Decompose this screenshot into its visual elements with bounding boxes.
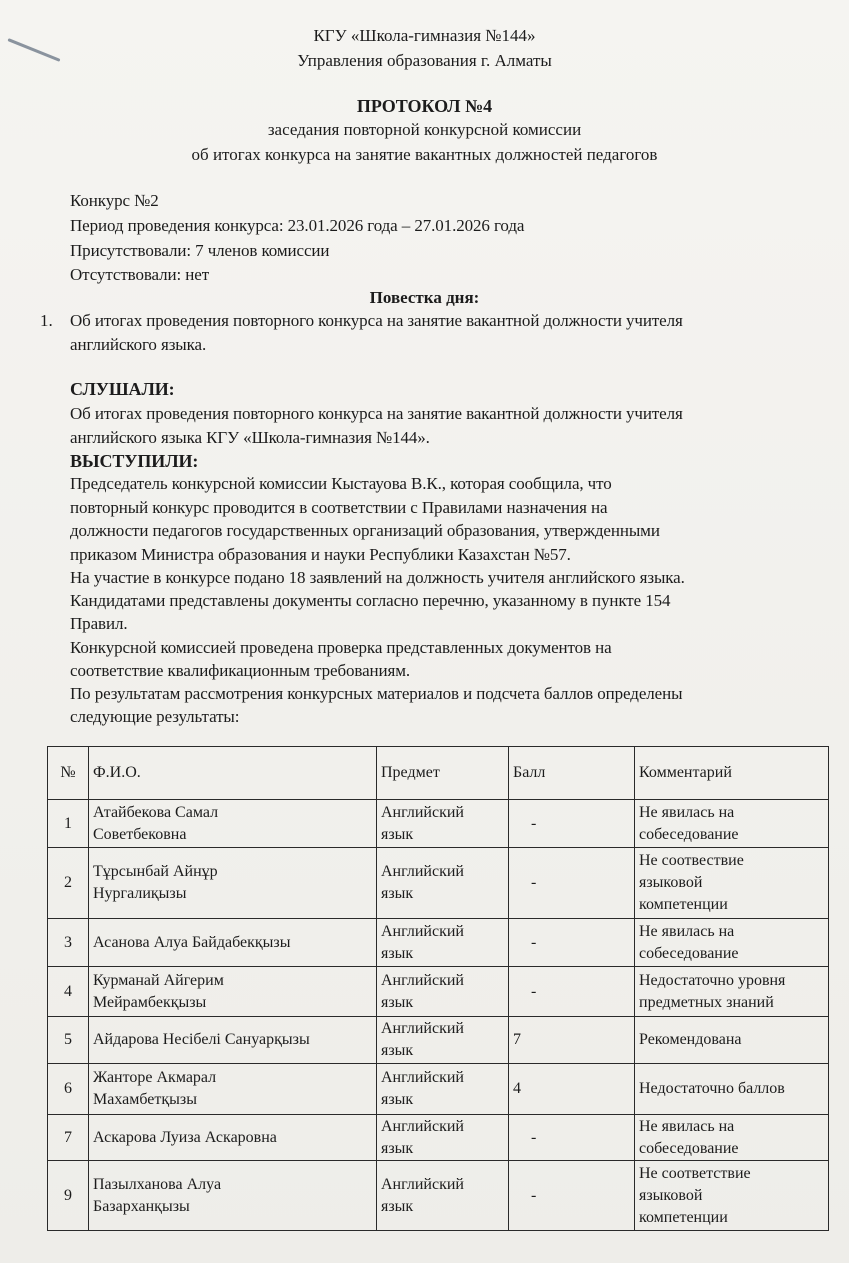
header-cell-subject: Предмет <box>377 747 509 800</box>
table-row <box>48 1115 829 1161</box>
row-name: Аскарова Луиза Аскаровна <box>89 1115 377 1161</box>
row-comment: Недостаточно баллов <box>635 1064 829 1115</box>
subject-line: язык <box>381 993 414 1011</box>
comment-line: предметных знаний <box>639 993 774 1011</box>
row-score: - <box>509 848 635 919</box>
row-number: 6 <box>48 1064 89 1115</box>
row-subject <box>377 1064 509 1115</box>
table-row <box>48 919 829 967</box>
row-number: 2 <box>48 848 89 919</box>
subject-line: Английский <box>381 971 464 989</box>
row-number: 4 <box>48 967 89 1017</box>
table-row <box>48 1161 829 1231</box>
name-line: Базарханқызы <box>93 1197 190 1215</box>
subject-line: Английский <box>381 922 464 940</box>
subject-line: Английский <box>381 1175 464 1193</box>
spoke-line: повторный конкурс проводится в соответствии с Правилами назначения на <box>70 498 608 517</box>
row-subject <box>377 1115 509 1161</box>
agenda-item-number: 1. <box>40 311 53 330</box>
subject-line: язык <box>381 885 414 902</box>
row-score: - <box>509 967 635 1017</box>
row-comment <box>635 1115 829 1161</box>
comment-line: Не явилась на <box>639 803 735 821</box>
header-cell-score: Балл <box>509 747 635 800</box>
name-line: Жанторе Акмарал <box>93 1069 217 1086</box>
row-score: - <box>509 1161 635 1231</box>
results-table <box>47 746 829 1231</box>
row-subject <box>377 848 509 919</box>
org-department: Управления образования г. Алматы <box>297 51 552 70</box>
comment-line: языковой <box>639 1186 703 1204</box>
comment-line: собеседование <box>639 944 739 962</box>
row-score: - <box>509 919 635 967</box>
row-score: 4 <box>509 1064 635 1115</box>
spoke-line: следующие результаты: <box>70 707 240 726</box>
row-comment <box>635 967 829 1017</box>
comment-line: собеседование <box>639 825 739 843</box>
row-name <box>89 1064 377 1115</box>
name-line: Пазылханова Алуа <box>93 1175 222 1193</box>
subject-line: Английский <box>381 803 464 821</box>
contest-period: Период проведения конкурса: 23.01.2026 года – 27.01.2026 года <box>70 216 525 235</box>
row-name: Айдарова Несібелі Сануарқызы <box>89 1017 377 1064</box>
heard-heading: СЛУШАЛИ: <box>70 379 175 399</box>
table-row <box>48 1064 829 1115</box>
spoke-line: Правил. <box>70 614 128 633</box>
row-comment <box>635 800 829 848</box>
agenda-item-line-2: английского языка. <box>70 335 207 354</box>
row-subject <box>377 1017 509 1064</box>
spoke-line: должности педагогов государственных организаций образования, утвержденными <box>70 521 660 540</box>
comment-line: компетенции <box>639 896 728 913</box>
org-name: КГУ «Школа-гимназия №144» <box>313 26 536 45</box>
name-line: Махамбетқызы <box>93 1091 197 1108</box>
spoke-line: По результатам рассмотрения конкурсных материалов и подсчета баллов определены <box>70 684 683 703</box>
spoke-line: Конкурсной комиссией проведена проверка представленных документов на <box>70 638 612 657</box>
row-subject <box>377 1161 509 1231</box>
comment-line: Не явилась на <box>639 922 735 940</box>
spoke-line: На участие в конкурсе подано 18 заявлений на должность учителя английского языка. <box>70 568 685 587</box>
comment-line: собеседование <box>639 1139 739 1157</box>
subject-line: язык <box>381 825 414 843</box>
row-score: - <box>509 1115 635 1161</box>
header-cell-number: № <box>48 747 89 800</box>
row-number: 5 <box>48 1017 89 1064</box>
spoke-line: соответствие квалификационным требованиям. <box>70 661 411 680</box>
row-score: - <box>509 800 635 848</box>
comment-line: Недостаточно уровня <box>639 971 786 989</box>
spoke-heading: ВЫСТУПИЛИ: <box>70 451 199 471</box>
contest-number: Конкурс №2 <box>70 191 159 210</box>
subject-line: язык <box>381 1197 414 1215</box>
comment-line: Не соответствие <box>639 1164 751 1182</box>
subject-line: Английский <box>381 1117 464 1135</box>
subject-line: язык <box>381 1139 414 1157</box>
row-name <box>89 1161 377 1231</box>
subject-line: Английский <box>381 863 464 880</box>
row-number: 7 <box>48 1115 89 1161</box>
table-row <box>48 1017 829 1064</box>
table-header-row <box>48 747 829 800</box>
comment-line: компетенции <box>639 1208 728 1226</box>
name-line: Нургалиқызы <box>93 885 187 902</box>
table-row <box>48 967 829 1017</box>
row-subject <box>377 919 509 967</box>
name-line: Атайбекова Самал <box>93 803 219 821</box>
row-name <box>89 967 377 1017</box>
spoke-line: приказом Министра образования и науки Республики Казахстан №57. <box>70 545 571 564</box>
protocol-title: ПРОТОКОЛ №4 <box>356 96 493 116</box>
subject-line: Английский <box>381 1020 464 1037</box>
row-comment <box>635 1161 829 1231</box>
protocol-subtitle-2: об итогах конкурса на занятие вакантных должностей педагогов <box>191 145 658 164</box>
present-members: Присутствовали: 7 членов комиссии <box>70 241 330 260</box>
row-number: 3 <box>48 919 89 967</box>
subject-line: язык <box>381 944 414 962</box>
protocol-subtitle-1: заседания повторной конкурсной комиссии <box>267 120 582 139</box>
agenda-item-line-1: Об итогах проведения повторного конкурса на занятие вакантной должности учителя <box>70 311 683 330</box>
row-number: 9 <box>48 1161 89 1231</box>
subject-line: язык <box>381 1042 414 1059</box>
header-cell-comment: Комментарий <box>635 747 829 800</box>
absent-members: Отсутствовали: нет <box>70 265 210 284</box>
heard-line-1: Об итогах проведения повторного конкурса на занятие вакантной должности учителя <box>70 404 683 423</box>
row-comment: Рекомендована <box>635 1017 829 1064</box>
comment-line: языковой <box>639 874 703 891</box>
comment-line: Не явилась на <box>639 1117 735 1135</box>
name-line: Курманай Айгерим <box>93 971 224 989</box>
subject-line: Английский <box>381 1069 464 1086</box>
row-comment <box>635 848 829 919</box>
name-line: Советбековна <box>93 825 187 843</box>
name-line: Мейрамбекқызы <box>93 993 207 1011</box>
spoke-line: Председатель конкурсной комиссии Кыстауова В.К., которая сообщила, что <box>70 474 612 493</box>
table-row <box>48 800 829 848</box>
comment-line: Не соотвествие <box>639 852 744 869</box>
row-subject <box>377 967 509 1017</box>
row-comment <box>635 919 829 967</box>
header-cell-name: Ф.И.О. <box>89 747 377 800</box>
row-name <box>89 848 377 919</box>
row-name <box>89 800 377 848</box>
heard-line-2: английского языка КГУ «Школа-гимназия №144». <box>70 428 430 447</box>
table-row <box>48 848 829 919</box>
name-line: Тұрсынбай Айнұр <box>93 863 218 880</box>
agenda-heading: Повестка дня: <box>369 288 480 307</box>
spoke-line: Кандидатами представлены документы согласно перечню, указанному в пункте 154 <box>70 591 671 610</box>
row-name: Асанова Алуа Байдабекқызы <box>89 919 377 967</box>
row-score: 7 <box>509 1017 635 1064</box>
row-number: 1 <box>48 800 89 848</box>
row-subject <box>377 800 509 848</box>
subject-line: язык <box>381 1091 414 1108</box>
